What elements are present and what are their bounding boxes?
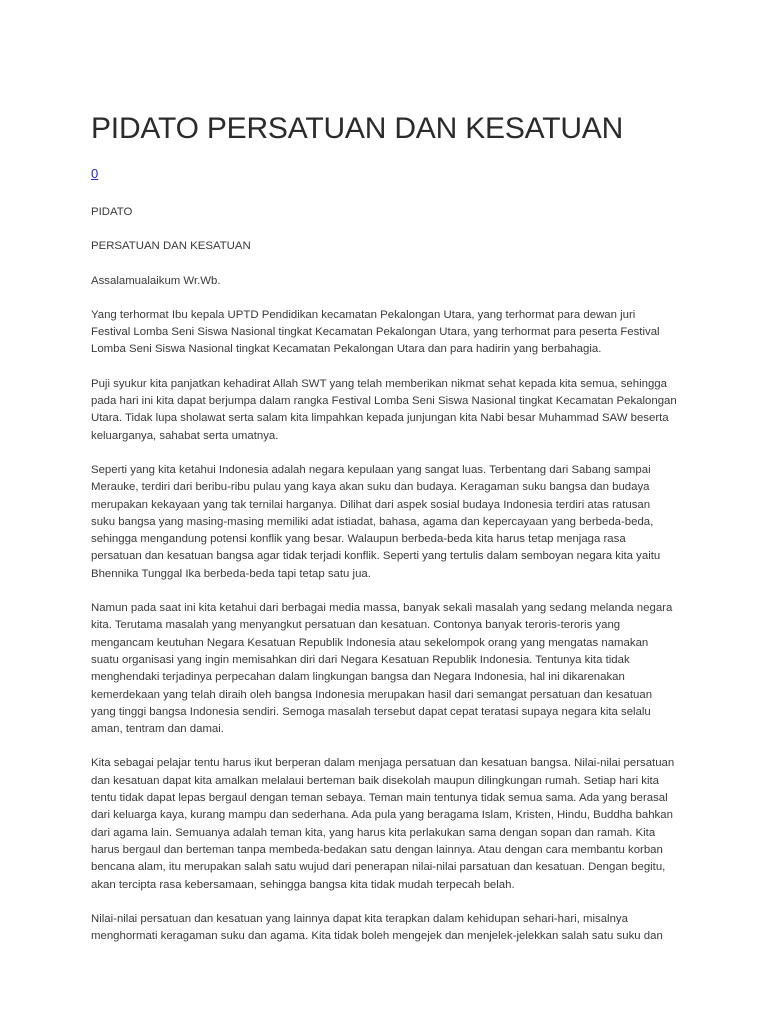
document-body: [91, 204, 677, 962]
comment-count-link[interactable]: 0: [91, 166, 99, 181]
paragraph-problems: Namun pada saat ini kita ketahui dari berbagai media massa, banyak sekali masalah yang sedang melanda negara kita. Terutama masalah yang menyangkut persatuan dan kesatuan. Contonya banyak teroris-teroris yang mengancam keutuhan Negara Kesatuan Republik Indonesia atau sekelompok orang yang mengatas namakan suatu organisasi yang ingin memisahkan diri dari Negara Kesatuan Republik Indonesia. Tentunya kita tidak menghendaki terjadinya perpecahan dalam lingkungan bangsa dan Negara Indonesia, hal ini dikarenakan kemerdekaan yang telah diraih oleh bangsa Indonesia merupakan hasil dari semangat persatuan dan kesatuan yang tinggi bangsa Indonesia sendiri. Semoga masalah tersebut dapat cepat teratasi supaya negara kita selalu aman, tentram dan damai.: [91, 602, 673, 736]
paragraph-values: Nilai-nilai persatuan dan kesatuan yang lainnya dapat kita terapkan dalam kehidupan sehari-hari, misalnya menghormati keragaman suku dan agama. Kita tidak boleh mengejek dan menjelek-jelekkan salah satu suku dan: [91, 912, 663, 943]
page-title: PIDATO PERSATUAN DAN KESATUAN: [91, 112, 624, 145]
paragraph-heading-persatuan: PERSATUAN DAN KESATUAN: [91, 240, 251, 253]
paragraph-indonesia: Seperti yang kita ketahui Indonesia adalah negara kepulaan yang sangat luas. Terbentang dari Sabang sampai Merauke, terdiri dari beribu-ribu pulau yang kaya akan suku dan budaya. Keragaman suku bangsa dan budaya merupakan kekayaan yang tak ternilai harganya. Dilihat dari aspek sosial budaya Indonesia terdiri atas ratusan suku bangsa yang masing-masing memiliki adat istiadat, bahasa, agama dan kepercayaan yang berbeda-beda, sehingga mengandung potensi konflik yang besar. Walaupun berbeda-beda kita harus tetap menjaga rasa persatuan dan kesatuan bangsa agar tidak terjadi konflik. Seperti yang tertulis dalam semboyan negara kita yaitu Bhennika Tunggal Ika berbeda-beda tapi tetap satu jua.: [91, 463, 661, 580]
paragraph-greeting: Assalamualaikum Wr.Wb.: [91, 274, 221, 287]
paragraph-opening: Puji syukur kita panjatkan kehadirat Allah SWT yang telah memberikan nikmat sehat kepada kita semua, sehingga pada hari ini kita dapat berjumpa dalam rangka Festival Lomba Seni Siswa Nasional tingkat Kecamatan Pekalongan Utara. Tidak lupa sholawat serta salam kita limpahkan kepada junjungan kita Nabi besar Muhammad SAW beserta keluarganya, sahabat serta umatnya.: [91, 377, 677, 442]
paragraph-students: Kita sebagai pelajar tentu harus ikut berperan dalam menjaga persatuan dan kesatuan bangsa. Nilai-nilai persatuan dan kesatuan dapat kita amalkan melalaui berteman baik disekolah maupun dilingkungan rumah. Setiap hari kita tentu tidak dapat lepas bergaul dengan teman sebaya. Teman main tentunya tidak semua sama. Ada yang berasal dari keluarga kaya, kurang mampu dan sederhana. Ada pula yang beragama Islam, Kristen, Hindu, Buddha bahkan dari agama lain. Semuanya adalah teman kita, yang harus kita perlakukan sama dengan sopan dan ramah. Kita harus bergaul dan berteman tanpa membeda-bedakan satu dengan lainnya. Atau dengan cara membantu korban bencana alam, itu merupakan salah satu wujud dari penerapan nilai-nilai parsatuan dan kesatuan. Dengan begitu, akan tercipta rasa kebersamaan, sehingga bangsa kita tidak mudah terpecah belah.: [91, 757, 675, 891]
paragraph-salutation: Yang terhormat Ibu kepala UPTD Pendidikan kecamatan Pekalongan Utara, yang terhormat para dewan juri Festival Lomba Seni Siswa Nasional tingkat Kecamatan Pekalongan Utara, yang terhormat para peserta Festival Lomba Seni Siswa Nasional tingkat Kecamatan Pekalongan Utara dan para hadirin yang berbahagia.: [91, 308, 660, 356]
paragraph-heading-pidato: PIDATO: [91, 206, 133, 218]
